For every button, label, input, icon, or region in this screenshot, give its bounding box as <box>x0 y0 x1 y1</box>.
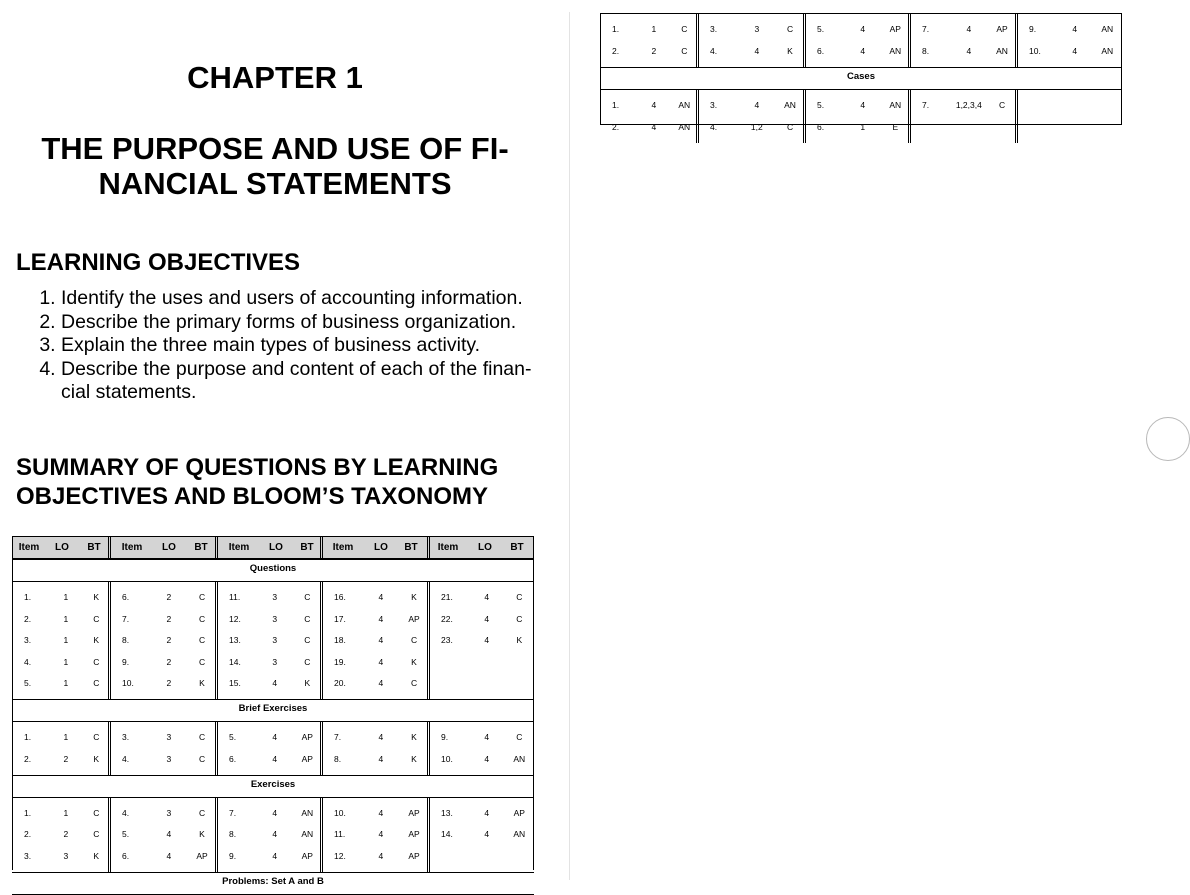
bloom-level: C <box>198 807 206 818</box>
learning-objective-value: 2 <box>63 753 69 764</box>
learning-objective-value: 4 <box>1072 46 1078 56</box>
bloom-level: AN <box>996 46 1008 56</box>
item-number: 20. <box>334 678 346 688</box>
item-number: 11. <box>334 829 346 839</box>
item-number: 7. <box>334 732 342 742</box>
item-number: 6. <box>122 850 130 861</box>
item-number: 6. <box>229 753 237 764</box>
section-title: Questions <box>249 563 297 574</box>
learning-objective-value: 4 <box>966 24 972 34</box>
item-number: 9. <box>122 656 130 667</box>
section-rule <box>12 581 534 582</box>
header-item: Item <box>332 542 354 553</box>
column-separator <box>320 797 323 872</box>
item-number: 3. <box>710 24 718 34</box>
item-number: 7. <box>922 24 930 34</box>
learning-objective-value: 4 <box>272 678 278 688</box>
bloom-level: C <box>304 592 311 602</box>
learning-objective-value: 4 <box>484 829 490 839</box>
learning-objective-value: 1 <box>860 122 866 132</box>
learning-objective-value: 4 <box>166 850 172 861</box>
header-lo: LO <box>162 542 176 553</box>
item-number: 13. <box>441 807 453 818</box>
item-number: 14. <box>441 829 453 839</box>
learning-objective-value: 4 <box>378 613 384 624</box>
learning-objective-value: 4 <box>378 807 384 818</box>
bloom-level: AP <box>301 850 313 861</box>
learning-objective-value: 4 <box>378 635 384 645</box>
item-number: 16. <box>334 592 346 602</box>
section-title: Exercises <box>250 778 296 790</box>
bloom-level: C <box>198 635 206 645</box>
learning-objective-value: 1 <box>63 635 69 645</box>
bloom-level: AN <box>513 753 526 764</box>
column-separator <box>215 581 218 699</box>
summary-table-right <box>600 13 1122 132</box>
learning-objective-value: 1 <box>63 613 69 624</box>
learning-objective-value: 1,2 <box>750 122 763 132</box>
chapter-subtitle <box>10 131 540 201</box>
header-item: Item <box>228 542 250 553</box>
bloom-level: K <box>411 592 417 602</box>
header-item: Item <box>437 542 459 553</box>
bloom-level: K <box>411 656 417 667</box>
bloom-level: C <box>410 678 418 688</box>
learning-objective-value: 4 <box>378 753 384 764</box>
bloom-level: AN <box>301 829 314 839</box>
bloom-level: AN <box>784 100 796 110</box>
item-number: 5. <box>229 732 237 742</box>
item-number: 1. <box>612 24 620 34</box>
item-number: 18. <box>334 635 346 645</box>
column-separator <box>427 536 430 559</box>
header-lo: LO <box>269 542 283 553</box>
bloom-level: AN <box>513 829 526 839</box>
learning-objective-2: 2. Describe the primary forms of business organization. <box>61 311 545 335</box>
bloom-level: K <box>93 753 100 764</box>
header-bt: BT <box>404 542 418 553</box>
section-rule <box>12 894 534 895</box>
section-title: Brief Exercises <box>238 703 308 714</box>
bloom-level: C <box>681 46 688 56</box>
section-rule <box>12 699 534 700</box>
bloom-level: AN <box>889 100 902 110</box>
column-separator <box>427 581 430 699</box>
chapter-subtitle-line1: THE PURPOSE AND USE OF FI- <box>41 131 509 166</box>
item-number: 2. <box>24 613 32 624</box>
bloom-level: AN <box>1101 46 1114 56</box>
header-bt: BT <box>300 542 314 553</box>
learning-objective-value: 4 <box>1072 24 1078 34</box>
item-number: 4. <box>122 807 130 818</box>
section-rule <box>12 721 534 722</box>
item-number: 6. <box>122 592 130 602</box>
item-number: 9. <box>441 732 449 742</box>
bloom-level: C <box>304 613 311 624</box>
column-separator <box>908 13 911 67</box>
learning-objective-value: 2 <box>166 592 172 602</box>
learning-objectives-list <box>0 287 545 405</box>
learning-objective-value: 3 <box>166 807 172 818</box>
bloom-level: AP <box>513 807 525 818</box>
bloom-level: K <box>93 850 100 861</box>
column-separator <box>215 721 218 775</box>
bloom-level: AP <box>996 24 1008 34</box>
learning-objective-value: 4 <box>484 635 490 645</box>
column-separator <box>320 721 323 775</box>
item-number: 11. <box>229 592 241 602</box>
learning-objective-value: 2 <box>166 678 172 688</box>
bloom-level: K <box>787 46 793 56</box>
learning-objective-value: 4 <box>378 732 384 742</box>
bloom-level: C <box>304 656 311 667</box>
item-number: 10. <box>441 753 453 764</box>
learning-objective-1: 1. Identify the uses and users of accounting information. <box>61 287 545 311</box>
bloom-level: AN <box>678 122 691 132</box>
item-number: 5. <box>24 678 32 688</box>
item-number: 6. <box>817 46 825 56</box>
bloom-level: C <box>93 807 100 818</box>
learning-objective-value: 1,2,3,4 <box>955 100 982 110</box>
learning-objective-value: 2 <box>166 656 172 667</box>
learning-objective-value: 3 <box>63 850 69 861</box>
item-number: 7. <box>122 613 130 624</box>
bloom-level: C <box>198 732 206 742</box>
learning-objective-value: 4 <box>651 100 657 110</box>
bloom-level: C <box>93 678 100 688</box>
learning-objective-value: 1 <box>63 732 69 742</box>
bloom-level: K <box>199 829 205 839</box>
item-number: 4. <box>24 656 32 667</box>
column-separator <box>108 721 111 775</box>
item-number: 15. <box>229 678 241 688</box>
bloom-level: C <box>516 732 523 742</box>
bloom-level: AP <box>889 24 901 34</box>
summary-heading-line2: OBJECTIVES AND BLOOM’S TAXONOMY <box>16 483 489 510</box>
column-separator <box>696 89 699 143</box>
item-number: 1. <box>24 592 32 602</box>
bloom-level: E <box>892 122 899 132</box>
header-lo: LO <box>55 542 69 553</box>
learning-objective-value: 4 <box>754 100 760 110</box>
section-rule <box>600 89 1122 90</box>
header-item: Item <box>121 542 143 553</box>
header-bt: BT <box>87 542 101 553</box>
learning-objective-value: 2 <box>651 46 657 56</box>
learning-objective-value: 3 <box>754 24 760 34</box>
item-number: 3. <box>24 850 32 861</box>
learning-objective-value: 4 <box>484 592 490 602</box>
learning-objective-value: 2 <box>166 613 172 624</box>
item-number: 1. <box>24 732 32 742</box>
item-number: 5. <box>122 829 130 839</box>
item-number: 8. <box>229 829 237 839</box>
learning-objectives-heading: LEARNING OBJECTIVES <box>16 249 301 276</box>
column-separator <box>908 89 911 143</box>
learning-objective-value: 4 <box>272 829 278 839</box>
bloom-level: C <box>93 732 100 742</box>
bloom-level: C <box>198 613 206 624</box>
header-bt: BT <box>194 542 208 553</box>
bloom-level: K <box>93 635 100 645</box>
item-number: 1. <box>24 807 32 818</box>
learning-objective-value: 3 <box>166 753 172 764</box>
learning-objective-value: 4 <box>272 850 278 861</box>
bloom-level: C <box>998 100 1006 110</box>
learning-objective-value: 4 <box>966 46 972 56</box>
item-number: 1. <box>612 100 620 110</box>
learning-objective-value: 1 <box>63 592 69 602</box>
section-rule <box>12 797 534 798</box>
bloom-level: AP <box>196 850 208 861</box>
learning-objective-4: 4. Describe the purpose and content of each of the finan-cial statements. <box>61 358 545 405</box>
learning-objective-value: 4 <box>860 46 866 56</box>
item-number: 7. <box>229 807 237 818</box>
bloom-level: C <box>681 24 688 34</box>
column-separator <box>427 721 430 775</box>
section-rule <box>600 67 1122 68</box>
item-number: 3. <box>710 100 718 110</box>
item-number: 4. <box>710 122 718 132</box>
bloom-level: C <box>786 24 794 34</box>
learning-objective-value: 4 <box>860 100 866 110</box>
item-number: 17. <box>334 613 346 624</box>
learning-objective-3: 3. Explain the three main types of business activity. <box>61 334 545 358</box>
column-separator <box>108 536 111 559</box>
learning-objective-value: 1 <box>651 24 657 34</box>
bloom-level: K <box>93 592 100 602</box>
column-separator <box>108 581 111 699</box>
learning-objective-value: 4 <box>378 678 384 688</box>
column-separator <box>215 536 218 559</box>
bloom-level: C <box>410 635 418 645</box>
section-rule <box>12 775 534 776</box>
chapter-title: CHAPTER 1 <box>187 60 363 95</box>
bloom-level: K <box>304 678 311 688</box>
bloom-level: C <box>93 656 100 667</box>
page-scroll-handle[interactable] <box>1146 417 1190 461</box>
bloom-level: AN <box>301 807 314 818</box>
learning-objective-value: 4 <box>378 592 384 602</box>
section-rule <box>12 872 534 873</box>
bloom-level: C <box>198 753 206 764</box>
summary-heading-line1: SUMMARY OF QUESTIONS BY LEARNING <box>16 454 499 481</box>
learning-objective-value: 4 <box>378 829 384 839</box>
learning-objective-value: 3 <box>272 592 278 602</box>
bloom-level: C <box>516 613 523 624</box>
item-number: 9. <box>229 850 237 861</box>
column-separator <box>215 797 218 872</box>
learning-objective-value: 4 <box>272 753 278 764</box>
item-number: 2. <box>24 829 32 839</box>
section-title: Cases <box>847 71 875 82</box>
learning-objective-value: 1 <box>63 656 69 667</box>
learning-objective-value: 3 <box>166 732 172 742</box>
column-separator <box>320 581 323 699</box>
section-rule <box>12 559 534 560</box>
column-separator <box>803 89 806 143</box>
bloom-level: K <box>411 732 417 742</box>
header-lo: LO <box>478 542 492 553</box>
bloom-level: C <box>93 613 100 624</box>
item-number: 23. <box>441 635 453 645</box>
item-number: 5. <box>817 100 825 110</box>
column-separator <box>320 536 323 559</box>
bloom-level: AP <box>408 850 420 861</box>
learning-objective-value: 4 <box>272 732 278 742</box>
bloom-level: AP <box>408 613 420 624</box>
page-divider <box>569 12 570 880</box>
item-number: 12. <box>334 850 346 861</box>
column-separator <box>427 797 430 872</box>
item-number: 2. <box>612 46 620 56</box>
item-number: 13. <box>229 635 241 645</box>
item-number: 19. <box>334 656 346 667</box>
learning-objective-value: 4 <box>378 850 384 861</box>
item-number: 3. <box>24 635 32 645</box>
item-number: 4. <box>122 753 130 764</box>
item-number: 12. <box>229 613 241 624</box>
learning-objective-value: 3 <box>272 635 278 645</box>
learning-objective-value: 4 <box>484 807 490 818</box>
bloom-level: AN <box>889 46 902 56</box>
bloom-level: C <box>198 592 206 602</box>
item-number: 2. <box>612 122 620 132</box>
learning-objective-value: 4 <box>754 46 760 56</box>
section-title: Problems: Set A and B <box>222 875 324 887</box>
bloom-level: C <box>786 122 794 132</box>
learning-objective-value: 3 <box>272 613 278 624</box>
summary-table-left <box>12 536 534 887</box>
bloom-level: C <box>93 829 100 839</box>
column-separator <box>1015 89 1018 143</box>
learning-objective-value: 4 <box>166 829 172 839</box>
bloom-level: C <box>516 592 523 602</box>
item-number: 7. <box>922 100 930 110</box>
column-separator <box>803 13 806 67</box>
bloom-level: K <box>516 635 523 645</box>
item-number: 21. <box>441 592 453 602</box>
chapter-subtitle-line2: NANCIAL STATEMENTS <box>98 166 452 201</box>
item-number: 10. <box>1029 46 1041 56</box>
header-lo: LO <box>374 542 388 553</box>
item-number: 2. <box>24 753 32 764</box>
column-separator <box>1015 13 1018 67</box>
bloom-level: AN <box>1101 24 1114 34</box>
learning-objective-value: 4 <box>272 807 278 818</box>
summary-heading <box>16 453 546 511</box>
learning-objective-value: 4 <box>378 656 384 667</box>
learning-objective-value: 4 <box>484 753 490 764</box>
bloom-level: K <box>199 678 205 688</box>
learning-objective-value: 1 <box>63 807 69 818</box>
column-separator <box>108 797 111 872</box>
item-number: 8. <box>922 46 930 56</box>
bloom-level: C <box>304 635 311 645</box>
learning-objective-value: 2 <box>166 635 172 645</box>
column-separator <box>696 13 699 67</box>
learning-objective-value: 2 <box>63 829 69 839</box>
header-item: Item <box>18 542 40 553</box>
learning-objective-value: 1 <box>63 678 69 688</box>
item-number: 10. <box>334 807 346 818</box>
item-number: 10. <box>122 678 134 688</box>
header-bt: BT <box>510 542 524 553</box>
page-left <box>0 0 569 887</box>
bloom-level: AP <box>408 829 420 839</box>
item-number: 22. <box>441 613 453 624</box>
item-number: 3. <box>122 732 130 742</box>
bloom-level: K <box>411 753 417 764</box>
bloom-level: AP <box>408 807 420 818</box>
learning-objective-value: 4 <box>860 24 866 34</box>
item-number: 8. <box>334 753 342 764</box>
item-number: 5. <box>817 24 825 34</box>
item-number: 14. <box>229 656 241 667</box>
bloom-level: AP <box>301 753 313 764</box>
item-number: 8. <box>122 635 130 645</box>
learning-objective-value: 3 <box>272 656 278 667</box>
item-number: 6. <box>817 122 825 132</box>
item-number: 4. <box>710 46 718 56</box>
bloom-level: AN <box>678 100 691 110</box>
item-number: 9. <box>1029 24 1037 34</box>
learning-objective-value: 4 <box>651 122 657 132</box>
bloom-level: C <box>198 656 206 667</box>
bloom-level: AP <box>301 732 313 742</box>
learning-objective-value: 4 <box>484 613 490 624</box>
learning-objective-value: 4 <box>484 732 490 742</box>
